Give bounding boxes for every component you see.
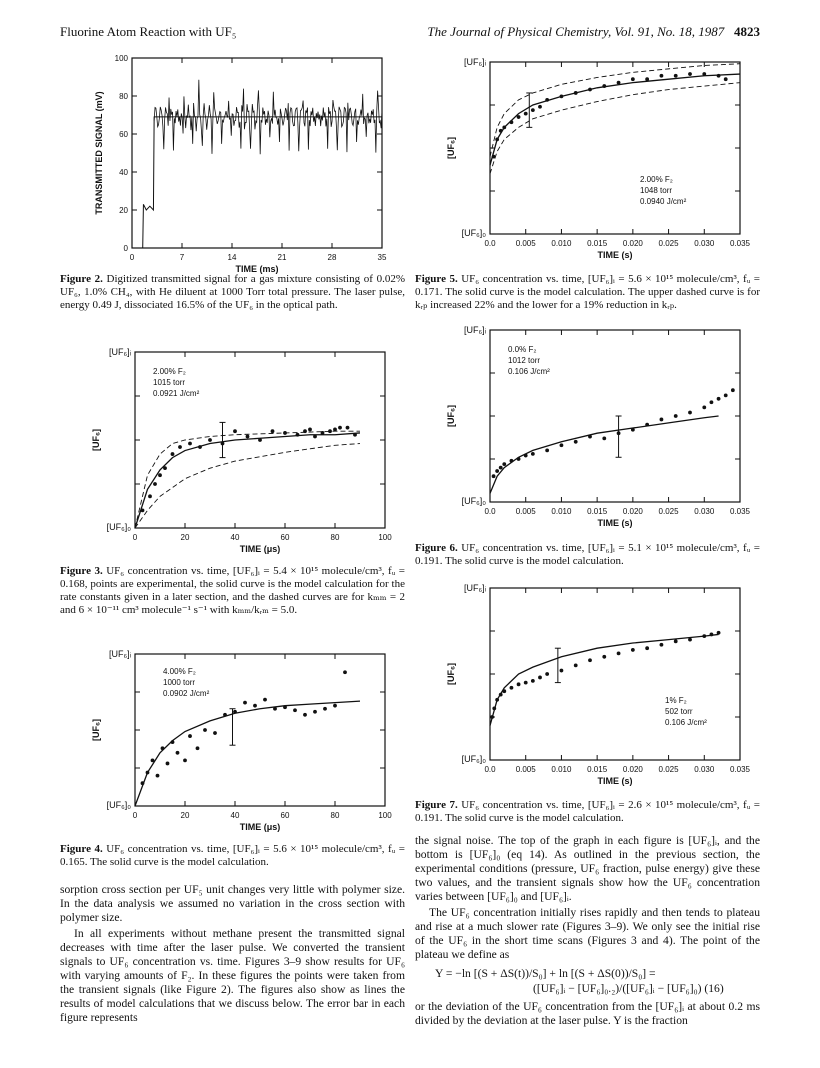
x-tick-label: 0.015: [587, 765, 608, 774]
y-axis-label: [UF₆]: [446, 404, 456, 428]
top-label-uf6-i: [UF₆]ᵢ: [108, 649, 131, 659]
x-tick-label: 0.020: [622, 239, 643, 248]
figure-6: [415, 316, 760, 538]
x-tick-label: 35: [377, 253, 387, 262]
data-point: [333, 704, 337, 708]
inset-annotation-line: 1000 torr: [163, 678, 196, 687]
data-point: [602, 436, 606, 440]
inset-annotation-line: 2.00% F₂: [153, 367, 186, 376]
figure-2: [60, 48, 405, 274]
y-tick-label: 60: [119, 130, 128, 139]
data-point: [574, 440, 578, 444]
data-point: [499, 693, 503, 697]
data-point: [213, 731, 217, 735]
data-point: [545, 98, 549, 102]
data-point: [710, 400, 714, 404]
data-point: [303, 429, 307, 433]
x-tick-label: 0: [132, 533, 138, 542]
figure-3-caption: [60, 565, 405, 617]
data-point: [617, 651, 621, 655]
inset-annotation-line: 0.0902 J/cm²: [163, 689, 210, 698]
body-paragraph: sorption cross section per UF₅ unit changes very little with polymer size. In the data analysis we assumed no variation in the cross section with polymer size.: [60, 883, 405, 924]
x-tick-label: 0.0: [484, 765, 496, 774]
data-point: [674, 74, 678, 78]
data-point: [674, 414, 678, 418]
inset-annotation-line: 502 torr: [665, 707, 693, 716]
fig4-svg: [60, 640, 405, 838]
data-point: [321, 431, 325, 435]
page-number: 4823: [734, 24, 760, 39]
data-point: [273, 707, 277, 711]
x-axis-label: TIME (ms): [235, 264, 279, 274]
y-axis-label: [UF₆]: [91, 718, 101, 742]
data-point: [171, 740, 175, 744]
data-point: [731, 388, 735, 392]
x-tick-label: 0.010: [551, 507, 572, 516]
y-tick-label: 100: [114, 54, 128, 63]
figure-3: [60, 338, 405, 560]
x-tick-label: 0.035: [729, 507, 751, 516]
data-point: [660, 643, 664, 647]
data-point: [688, 72, 692, 76]
data-point: [233, 710, 237, 714]
data-point: [141, 509, 145, 513]
data-point: [178, 445, 182, 449]
x-tick-label: 0.005: [515, 507, 536, 516]
figure-6-caption: [415, 542, 760, 568]
body-paragraph: In all experiments without methane present the transmitted signal decreases with time after the laser pulse. We converted the transient signals to UF₆ concentration vs. time. Figures 3–9 show results for UF₆ with varying amounts of F₂. In these figures the points were taken from the transient signals (like Figure 2). The figures also show as lines the results of model calculations that we discuss below. The error bar in each figure represents: [60, 927, 405, 1024]
data-point: [328, 429, 332, 433]
data-point: [724, 393, 728, 397]
data-point: [531, 108, 535, 112]
x-tick-label: 100: [378, 811, 392, 820]
data-point: [283, 431, 287, 435]
data-point: [308, 428, 312, 432]
y-axis-label: TRANSMITTED SIGNAL (mV): [94, 91, 104, 215]
figure-7-caption-text: UF₆ concentration vs. time, [UF₆]ᵢ = 2.6 × 10¹⁵ molecule/cm³, fᵤ = 0.191. The solid curve is the model calculation.: [415, 799, 761, 824]
data-point: [233, 429, 237, 433]
inset-annotation-line: 1015 torr: [153, 378, 186, 387]
data-point: [188, 734, 192, 738]
data-point: [499, 466, 503, 470]
figure-5: [415, 48, 760, 268]
x-tick-label: 80: [330, 811, 340, 820]
x-tick-label: 0.025: [658, 507, 679, 516]
y-axis-label: [UF₆]: [446, 136, 456, 160]
data-point: [602, 655, 606, 659]
top-label-uf6-i: [UF₆]ᵢ: [463, 325, 486, 335]
x-tick-label: 0: [132, 811, 138, 820]
data-point: [346, 426, 350, 430]
data-point: [203, 728, 207, 732]
x-tick-label: 40: [230, 533, 240, 542]
data-point: [141, 781, 145, 785]
bottom-label-uf6-0: [UF₆]₀: [106, 522, 131, 532]
data-point: [499, 129, 503, 133]
inset-annotation-line: 1012 torr: [508, 356, 541, 365]
x-tick-label: 14: [227, 253, 237, 262]
data-point: [161, 746, 165, 750]
data-point: [283, 705, 287, 709]
top-label-uf6-i: [UF₆]ᵢ: [463, 583, 486, 593]
data-point: [645, 646, 649, 650]
figure-7-label: Figure 7.: [415, 799, 458, 811]
top-label-uf6-i: [UF₆]ᵢ: [463, 57, 486, 67]
figure-5-caption-text: UF₆ concentration vs. time, [UF₆]ᵢ = 5.6 × 10¹⁵ molecule/cm³, fᵤ = 0.171. The solid curve is the model calculation. The upper dashed curve is for kᵣₚ increased 22% and the lower for a 19% reduction in kᵣₚ.: [415, 273, 761, 311]
y-tick-label: 40: [119, 168, 128, 177]
data-point: [196, 746, 200, 750]
equation-16: [415, 966, 760, 996]
bottom-label-uf6-0: [UF₆]₀: [461, 496, 486, 506]
bottom-label-uf6-0: [UF₆]₀: [461, 228, 486, 238]
journal-citation: The Journal of Physical Chemistry, Vol. 91, No. 18, 1987: [427, 24, 725, 39]
inset-annotation-line: 0.0% F₂: [508, 345, 537, 354]
inset-annotation-line: 0.106 J/cm²: [665, 718, 707, 727]
figure-5-label: Figure 5.: [415, 273, 458, 285]
x-tick-label: 0.0: [484, 239, 496, 248]
fig3-svg: [60, 338, 405, 560]
data-point: [617, 81, 621, 85]
data-point: [271, 429, 275, 433]
body-paragraph: The UF₆ concentration initially rises rapidly and then tends to plateau and rise at a much slower rate (Figures 3–9). We only see the initial rise of the UF₆ in the short time scans (Figures 3 and 4). The point of the plateau we define as: [415, 906, 760, 961]
plot-frame: [490, 588, 740, 760]
data-point: [223, 713, 227, 717]
figure-6-label: Figure 6.: [415, 542, 458, 554]
data-point: [510, 459, 514, 463]
data-point: [253, 704, 257, 708]
data-point: [717, 74, 721, 78]
x-tick-label: 0.015: [587, 239, 608, 248]
data-point: [151, 759, 155, 763]
x-tick-label: 21: [277, 253, 287, 262]
data-point: [510, 686, 514, 690]
data-point: [524, 112, 528, 116]
body-text-right-column: [415, 834, 760, 1030]
data-point: [702, 634, 706, 638]
x-tick-label: 0.025: [658, 239, 679, 248]
data-point: [158, 473, 162, 477]
data-point: [524, 681, 528, 685]
dashed-upper-curve: [135, 431, 360, 528]
data-point: [502, 462, 506, 466]
data-point: [156, 774, 160, 778]
fig6-svg: [415, 316, 760, 538]
x-tick-label: 100: [378, 533, 392, 542]
data-point: [517, 115, 521, 119]
inset-annotation-line: 1% F₂: [665, 696, 687, 705]
x-tick-label: 20: [180, 533, 190, 542]
data-point: [631, 428, 635, 432]
data-point: [702, 72, 706, 76]
x-tick-label: 7: [179, 253, 185, 262]
data-point: [560, 443, 564, 447]
y-axis-label: [UF₆]: [446, 662, 456, 686]
data-point: [538, 676, 542, 680]
data-point: [538, 105, 542, 109]
data-point: [353, 433, 357, 437]
data-point: [724, 77, 728, 81]
data-point: [517, 682, 521, 686]
figure-6-caption-text: UF₆ concentration vs. time, [UF₆]ᵢ = 5.1 × 10¹⁵ molecule/cm³, fᵤ = 0.191. The solid curve is the model calculation.: [415, 542, 761, 567]
x-tick-label: 0.015: [587, 507, 608, 516]
figure-7-caption: [415, 799, 760, 825]
data-point: [323, 707, 327, 711]
data-point: [674, 639, 678, 643]
y-axis-label: [UF₆]: [91, 428, 101, 452]
x-tick-label: 0.020: [622, 507, 643, 516]
data-point: [492, 474, 496, 478]
dashed-lower-curve: [135, 444, 360, 528]
data-point: [163, 466, 167, 470]
data-point: [702, 406, 706, 410]
data-point: [343, 670, 347, 674]
x-tick-label: 0: [129, 253, 135, 262]
x-axis-label: TIME (s): [597, 776, 633, 786]
x-tick-label: 0.035: [729, 765, 751, 774]
equation-line-2: ([UF₆]ᵢ − [UF₆]₀.₂)/([UF₆]ᵢ − [UF₆]₀) (16): [533, 982, 724, 995]
bottom-label-uf6-0: [UF₆]₀: [106, 800, 131, 810]
fig7-svg: [415, 574, 760, 796]
data-point: [524, 454, 528, 458]
x-axis-label: TIME (μs): [239, 544, 281, 554]
x-tick-label: 0.005: [515, 239, 536, 248]
data-point: [645, 423, 649, 427]
data-point: [293, 708, 297, 712]
inset-annotation-line: 1048 torr: [640, 186, 673, 195]
y-tick-label: 0: [123, 244, 128, 253]
dashed-lower-curve: [490, 83, 740, 174]
x-tick-label: 0.030: [694, 507, 715, 516]
x-tick-label: 0.025: [658, 765, 679, 774]
figure-7: [415, 574, 760, 796]
x-axis-label: TIME (μs): [239, 822, 281, 832]
x-tick-label: 0.030: [694, 239, 715, 248]
data-point: [602, 84, 606, 88]
bottom-label-uf6-0: [UF₆]₀: [461, 754, 486, 764]
data-point: [560, 669, 564, 673]
data-point: [183, 759, 187, 763]
x-tick-label: 0.010: [551, 765, 572, 774]
plot-frame: [135, 654, 385, 806]
data-point: [333, 428, 337, 432]
data-point: [631, 648, 635, 652]
dashed-upper-curve: [490, 64, 740, 157]
data-point: [296, 433, 300, 437]
data-point: [660, 74, 664, 78]
data-point: [166, 762, 170, 766]
data-point: [588, 88, 592, 92]
data-point: [710, 633, 714, 637]
data-point: [495, 469, 499, 473]
data-point: [263, 698, 267, 702]
data-point: [246, 435, 250, 439]
data-point: [495, 698, 499, 702]
data-point: [313, 435, 317, 439]
data-point: [588, 435, 592, 439]
data-point: [258, 438, 262, 442]
data-point: [176, 751, 180, 755]
figure-4-caption-text: UF₆ concentration vs. time, [UF₆]ᵢ = 5.6 × 10¹⁵ molecule/cm³, fᵤ = 0.165. The solid curve is the model calculation.: [60, 843, 406, 868]
data-point: [208, 438, 212, 442]
figure-5-caption: [415, 273, 760, 312]
x-tick-label: 0.030: [694, 765, 715, 774]
data-point: [338, 426, 342, 430]
data-point: [153, 482, 157, 486]
data-point: [502, 125, 506, 129]
data-point: [574, 664, 578, 668]
x-tick-label: 60: [280, 811, 290, 820]
x-tick-label: 0.010: [551, 239, 572, 248]
x-tick-label: 28: [327, 253, 337, 262]
x-tick-label: 20: [180, 811, 190, 820]
data-point: [631, 77, 635, 81]
figure-4: [60, 640, 405, 838]
data-point: [303, 713, 307, 717]
equation-line-1: Y = −ln [(S + ΔS(t))/S₀] + ln [(S + ΔS(0))/S₀] =: [435, 967, 656, 980]
x-tick-label: 0.0: [484, 507, 496, 516]
figure-3-label: Figure 3.: [60, 565, 103, 577]
figure-4-label: Figure 4.: [60, 843, 103, 855]
data-point: [531, 679, 535, 683]
body-paragraph: or the deviation of the UF₆ concentration from the [UF₆]ᵢ at about 0.2 ms divided by the deviation at the laser pulse. Y is the fraction: [415, 1000, 760, 1027]
x-tick-label: 40: [230, 811, 240, 820]
data-point: [492, 155, 496, 159]
data-point: [545, 449, 549, 453]
x-axis-label: TIME (s): [597, 518, 633, 528]
figure-2-caption: [60, 273, 405, 312]
data-point: [243, 701, 247, 705]
data-point: [188, 442, 192, 446]
y-tick-label: 80: [119, 92, 128, 101]
fig2-svg: [60, 48, 405, 274]
plot-frame: [132, 58, 382, 248]
x-tick-label: 80: [330, 533, 340, 542]
inset-annotation-line: 4.00% F₂: [163, 667, 196, 676]
x-tick-label: 0.035: [729, 239, 751, 248]
data-point: [148, 494, 152, 498]
x-tick-label: 60: [280, 533, 290, 542]
figure-2-caption-text: Digitized transmitted signal for a gas mixture consisting of 0.02% UF₆, 1.0% CH₄, with He diluent at 1000 Torr total pressure. The laser pulse, energy 0.49 J, dissociated 16.5% of the UF₆ in the optical path.: [60, 273, 405, 311]
signal-trace: [132, 117, 382, 248]
body-text-left-column: [60, 883, 405, 1027]
plot-frame: [490, 62, 740, 234]
inset-annotation-line: 0.0921 J/cm²: [153, 389, 200, 398]
y-tick-label: 20: [119, 206, 128, 215]
inset-annotation-line: 2.00% F₂: [640, 175, 673, 184]
figure-2-label: Figure 2.: [60, 273, 103, 285]
data-point: [198, 445, 202, 449]
data-point: [717, 631, 721, 635]
data-point: [517, 457, 521, 461]
data-point: [574, 91, 578, 95]
top-label-uf6-i: [UF₆]ᵢ: [108, 347, 131, 357]
running-header-journal: [427, 24, 760, 40]
body-paragraph: the signal noise. The top of the graph in each figure is [UF₆]ᵢ, and the bottom is [UF₆]₀ (eq 14). As outlined in the previous section, the experimental conditions (pressure, UF₆ fraction, pulse energy) give these two values, and the transient signals show how the UF₆ concentration varies between [UF₆]₀ and [UF₆]ᵢ.: [415, 834, 760, 903]
data-point: [645, 77, 649, 81]
data-point: [588, 658, 592, 662]
data-point: [492, 707, 496, 711]
x-tick-label: 0.020: [622, 765, 643, 774]
x-tick-label: 0.005: [515, 765, 536, 774]
data-point: [502, 689, 506, 693]
model-curve: [135, 701, 360, 806]
data-point: [560, 95, 564, 99]
data-point: [531, 452, 535, 456]
x-axis-label: TIME (s): [597, 250, 633, 260]
inset-annotation-line: 0.0940 J/cm²: [640, 197, 687, 206]
data-point: [688, 411, 692, 415]
data-point: [717, 397, 721, 401]
fig5-svg: [415, 48, 760, 268]
data-point: [495, 138, 499, 142]
figure-3-caption-text: UF₆ concentration vs. time, [UF₆]ᵢ = 5.4 × 10¹⁵ molecule/cm³, fᵤ = 0.168, points are experimental, the solid curve is the model calculation for the rate constants given in a later section, and the dashed curves are for kₘₘ = 2 and 6 × 10⁻¹¹ cm³ molecule⁻¹ s⁻¹ with kₘₘ/kᵣₘ = 5.0.: [60, 565, 406, 616]
data-point: [545, 672, 549, 676]
figure-4-caption: [60, 843, 405, 869]
data-point: [688, 638, 692, 642]
data-point: [171, 452, 175, 456]
data-point: [510, 120, 514, 124]
data-point: [313, 710, 317, 714]
model-curve: [490, 74, 740, 165]
running-header-title: Fluorine Atom Reaction with UF₅: [60, 24, 237, 39]
data-point: [660, 418, 664, 422]
data-point: [490, 715, 494, 719]
inset-annotation-line: 0.106 J/cm²: [508, 367, 550, 376]
data-point: [146, 771, 150, 775]
